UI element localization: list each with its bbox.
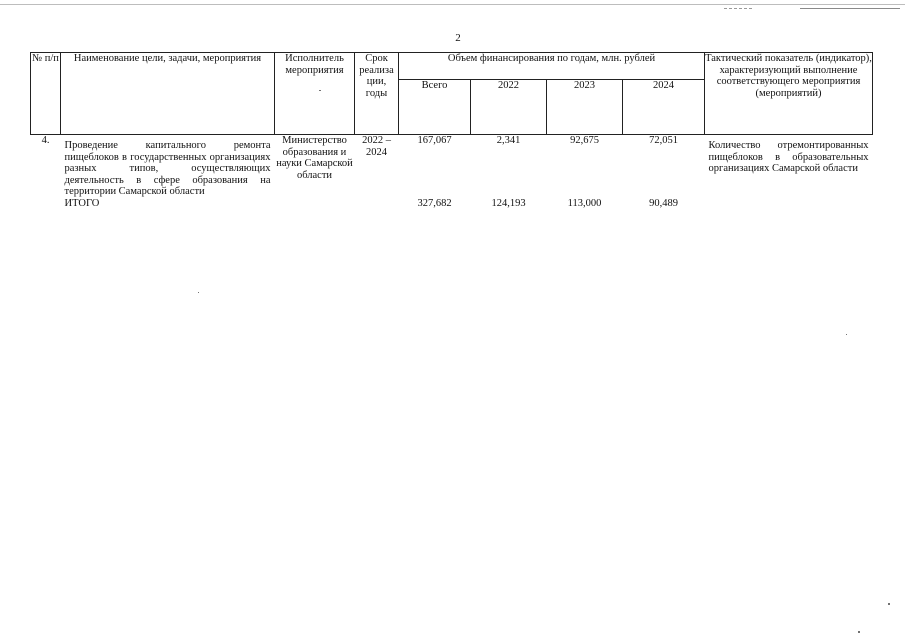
header-indicator: Тактический показатель (индикатор), характеризующий выполнение соответствующего мероприятия (мероприятий) [705,53,873,135]
scan-speck [319,90,321,91]
totals-2023: 113,000 [567,197,602,209]
totals-2024: 90,489 [649,197,678,209]
row-2024: 72,051 [649,135,678,146]
row-total: 167,067 [417,135,452,146]
row-name: Проведение капитального ремонта пищеблоков в государственных организациях разных типов, осуществляющих деятельность в сфере образования на территории Самарской области [64,140,271,197]
header-total: Всего [399,80,471,135]
header-2022: 2022 [471,80,547,135]
totals-row [31,198,873,210]
header-2023: 2023 [547,80,623,135]
top-dash-mark [724,8,752,9]
row-num: 4. [41,135,50,146]
header-row [31,53,873,80]
header-term: Срок реализа ции, годы [355,53,399,135]
header-2024: 2024 [623,80,705,135]
header-financing: Объем финансирования по годам, млн. рублей [399,53,705,80]
table-row [31,135,873,198]
row-2023: 92,675 [570,135,599,146]
row-indicator: Количество отремонтированных пищеблоков в образовательных организациях Самарской области [708,140,869,174]
scan-speck [888,603,890,605]
scan-speck [846,334,847,335]
totals-2022: 124,193 [491,197,526,209]
financing-table [30,52,873,209]
row-term: 2022 – 2024 [362,135,391,158]
scan-speck [858,631,860,633]
top-edge-rule [0,4,905,5]
header-name: Наименование цели, задачи, мероприятия [61,53,275,135]
row-2022: 2,341 [496,135,521,146]
header-num: № п/п [31,53,61,135]
totals-label: ИТОГО [64,197,100,209]
top-right-rule [800,8,900,9]
header-executor: Исполнитель мероприятия [275,53,355,135]
page-number: 2 [455,32,461,44]
totals-total: 327,682 [417,197,452,209]
scan-speck [198,292,199,293]
row-executor: Министерство образования и науки Самарской области [276,135,353,181]
